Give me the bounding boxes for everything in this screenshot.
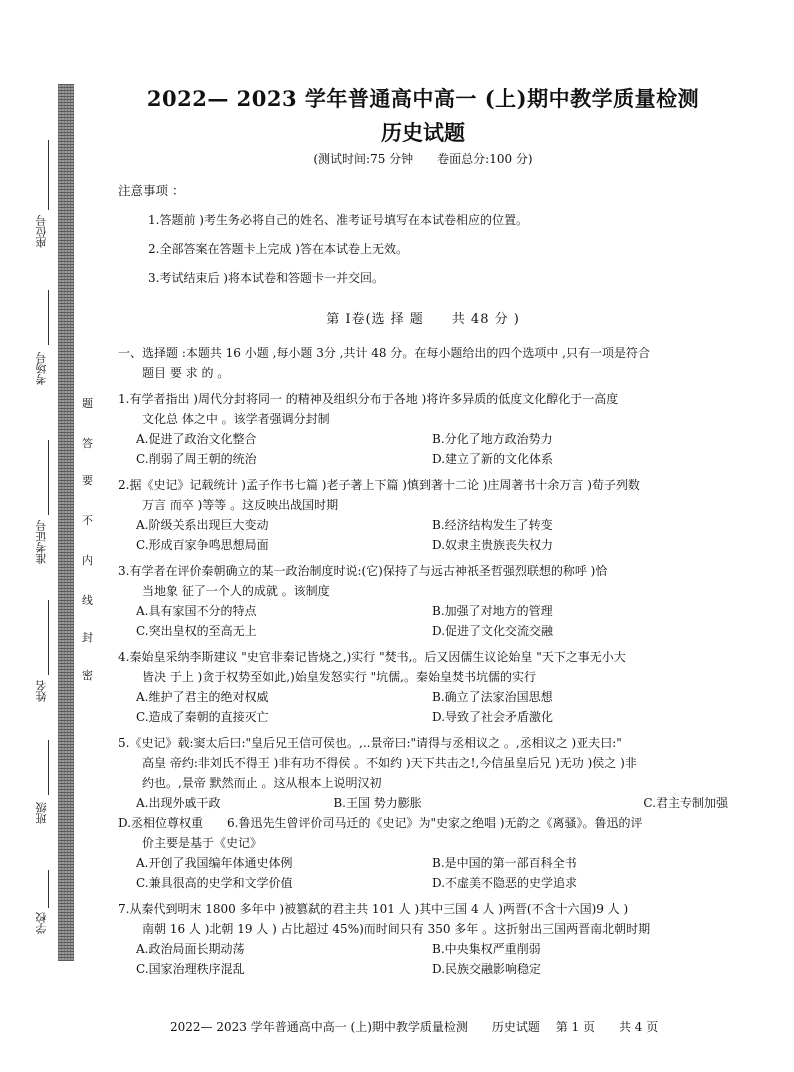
note-item: 1.答题前 )考生务必将自己的姓名、准考证号填写在本试卷相应的位置。	[148, 213, 528, 227]
option: A.出现外戚干政	[136, 796, 221, 810]
question-stem: 皆决 于上 )贪于权势至如此,)始皇发怒实行 "坑儒,。秦始皇焚书坑儒的实行	[142, 670, 536, 684]
option: A.具有家国不分的特点	[136, 604, 257, 618]
option: B.是中国的第一部百科全书	[432, 856, 577, 870]
fold-label: 题	[82, 397, 93, 410]
question-stem: 2.据《史记》记载统计 )孟子作书七篇 )老子著上下篇 )慎到著十二论 )庄周著书十余万言 )荀子列数	[118, 478, 640, 492]
question-stem: 当地象 征了一个人的成就 。该制度	[142, 584, 330, 598]
fold-label: 封	[82, 631, 93, 644]
class-field[interactable]	[26, 740, 54, 860]
fold-label: 线	[82, 594, 93, 607]
option: C.突出皇权的至高无上	[136, 624, 257, 638]
question-stem: 价主要是基于《史记》	[142, 836, 263, 850]
fold-label: 内	[82, 554, 93, 567]
option: A.促进了政治文化整合	[136, 432, 257, 446]
option: C.形成百家争鸣思想局面	[136, 538, 269, 552]
question	[118, 389, 728, 469]
notes-title: 注意事项 ：	[118, 183, 185, 198]
binding-strip	[58, 84, 74, 961]
option: C.兼具很高的史学和文学价值	[136, 876, 293, 890]
school-field[interactable]	[26, 870, 54, 970]
instruction-line: 一、选择题 :本题共 16 小题 ,每小题 3分 ,共计 48 分。在每小题给出的四个选项中 ,只有一项是符合	[118, 346, 650, 360]
question	[118, 733, 728, 893]
question	[118, 647, 728, 727]
option: B.王国 势力膨胀	[333, 796, 422, 810]
option: B.中央集权严重削弱	[432, 942, 541, 956]
option: D.民族交融影响稳定	[432, 962, 542, 976]
exam-content	[118, 84, 728, 979]
option: C.削弱了周王朝的统治	[136, 452, 257, 466]
question-stem: 6.鲁迅先生曾评价司马迁的《史记》为"史家之绝唱 )无韵之《离骚》。鲁迅的评	[227, 816, 643, 830]
seat-number-field[interactable]	[26, 140, 54, 260]
option: B.分化了地方政治势力	[432, 432, 553, 446]
option: B.确立了法家治国思想	[432, 690, 553, 704]
note-item: 2.全部答案在答题卡上完成 )答在本试卷上无效。	[148, 242, 408, 256]
question-stem: 约也。,景帝 默然而止 。这从根本上说明汉初	[142, 776, 382, 790]
subject-title: 历史试题	[381, 120, 465, 145]
field-label: 班级	[35, 802, 48, 824]
option: C.君主专制加强	[643, 796, 728, 810]
exam-info: (测试时间:75 分钟 卷面总分:100 分)	[313, 152, 533, 166]
question-stem: 3.有学者在评价秦朝确立的某一政治制度时说:(它)保持了与远古神祇圣哲强烈联想的称呼 )恰	[118, 564, 608, 578]
section-instructions	[118, 343, 728, 383]
field-label: 考场号	[35, 352, 48, 385]
binding-margin	[0, 0, 100, 1072]
fold-label: 不	[82, 514, 93, 527]
exam-room-field[interactable]	[26, 290, 54, 400]
question-stem: 4.秦始皇采纳李斯建议 "史官非秦记皆烧之,)实行 "焚书,。后又因儒生议论始皇 "天下之事无小大	[118, 650, 626, 664]
field-label: 学校	[35, 912, 48, 934]
section-title: 第 I卷(选 择 题 共 48 分 )	[326, 312, 520, 327]
question	[118, 561, 728, 641]
question-stem: 5.《史记》载:窦太后曰:"皇后兄王信可侯也。,..景帝曰:"请得与丞相议之 。,丞相议之 )亚夫曰:"	[118, 736, 622, 750]
question-stem: 文化总 体之中 。该学者强调分封制	[142, 412, 330, 426]
option: C.造成了秦朝的直接灭亡	[136, 710, 269, 724]
question-stem: 7.从秦代到明末 1800 多年中 )被篡弑的君主共 101 人 )其中三国 4 人 )两晋(不含十六国)9 人 )	[118, 902, 629, 916]
question-stem: 南朝 16 人 )北朝 19 人 ) 占比超过 45%)而时间只有 350 多年 。这折射出三国两晋南北朝时期	[142, 922, 651, 936]
option: D.丞相位尊权重	[118, 816, 204, 830]
question	[118, 475, 728, 555]
question	[118, 899, 728, 979]
option: B.经济结构发生了转变	[432, 518, 553, 532]
option: D.不虚美不隐恶的史学追求	[432, 876, 578, 890]
option: D.建立了新的文化体系	[432, 452, 554, 466]
question-stem: 万言 而卒 )等等 。这反映出战国时期	[142, 498, 339, 512]
fold-label: 要	[82, 474, 93, 487]
option: A.开创了我国编年体通史体例	[136, 856, 293, 870]
fold-label: 答	[82, 437, 93, 450]
exam-title: 2022— 2023 学年普通高中高一 (上)期中教学质量检测	[146, 86, 700, 111]
admission-number-field[interactable]	[26, 440, 54, 590]
question-stem: 1.有学者指出 )周代分封将同一 的精神及组织分布于各地 )将许多异质的低度文化醇化于一高度	[118, 392, 619, 406]
option: B.加强了对地方的管理	[432, 604, 553, 618]
note-item: 3.考试结束后 )将本试卷和答题卡一并交回。	[148, 271, 384, 285]
page-footer: 2022— 2023 学年普通高中高一 (上)期中教学质量检测 历史试题 第 1 页 共 4 页	[170, 1020, 659, 1034]
fold-label: 密	[82, 669, 93, 682]
instruction-line: 题目 要 求 的 。	[142, 366, 230, 380]
option: A.政治局面长期动荡	[136, 942, 245, 956]
question-stem: 高皇 帝约:非刘氏不得王 )非有功不得侯 。不如约 )天下共击之!,今信虽皇后兄 )无功 )侯之 )非	[142, 756, 637, 770]
field-label: 姓名	[35, 680, 48, 702]
option: C.国家治理秩序混乱	[136, 962, 245, 976]
option: D.促进了文化交流交融	[432, 624, 554, 638]
field-label: 座位号	[35, 215, 48, 248]
name-field[interactable]	[26, 600, 54, 720]
field-label: 准考证号	[35, 520, 48, 564]
option: A.阶级关系出现巨大变动	[136, 518, 269, 532]
option: D.奴隶主贵族丧失权力	[432, 538, 554, 552]
option: A.维护了君主的绝对权威	[136, 690, 269, 704]
option: D.导致了社会矛盾激化	[432, 710, 554, 724]
